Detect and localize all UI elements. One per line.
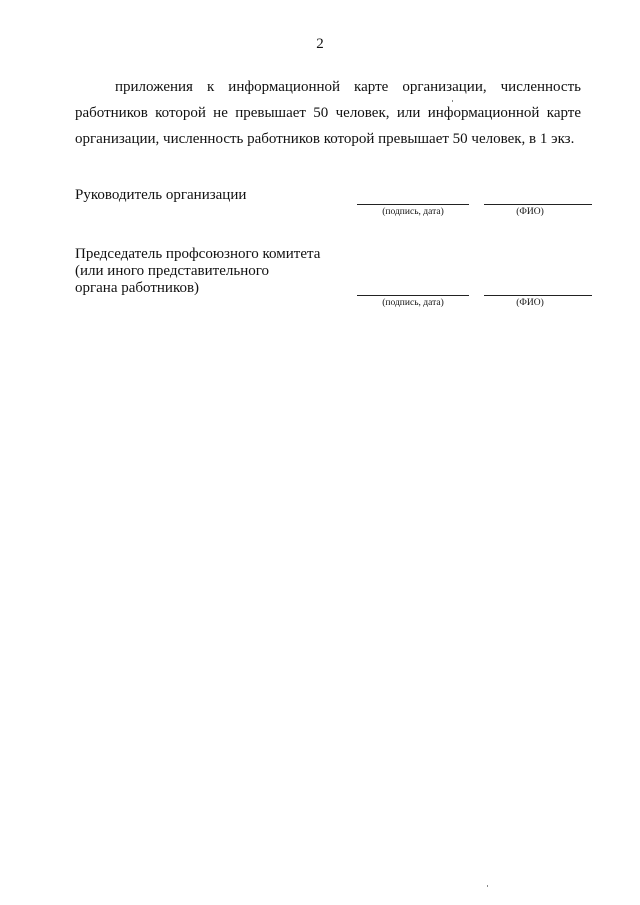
signature-caption: (подпись, дата) bbox=[382, 207, 444, 217]
paragraph-line-1: приложения к информационной карте организации, численность bbox=[115, 79, 581, 95]
name-line bbox=[484, 204, 592, 205]
name-caption: (ФИО) bbox=[516, 207, 544, 217]
signature-title-line-3: органа работников) bbox=[75, 280, 200, 296]
scan-speck bbox=[487, 885, 488, 887]
signature-caption: (подпись, дата) bbox=[382, 298, 444, 308]
name-line bbox=[484, 295, 592, 296]
signature-title-line-2: (или иного представительного bbox=[75, 263, 269, 279]
page-number: 2 bbox=[316, 36, 324, 52]
scan-speck bbox=[452, 100, 453, 102]
signature-line bbox=[357, 204, 469, 205]
paragraph-line-2: работников которой не превышает 50 человек, или информационной карте bbox=[75, 105, 581, 121]
paragraph-line-3: организации, численность работников которой превышает 50 человек, в 1 экз. bbox=[75, 131, 575, 147]
signature-title-line-1: Председатель профсоюзного комитета bbox=[75, 246, 321, 262]
signature-title: Руководитель организации bbox=[75, 187, 247, 203]
signature-line bbox=[357, 295, 469, 296]
name-caption: (ФИО) bbox=[516, 298, 544, 308]
